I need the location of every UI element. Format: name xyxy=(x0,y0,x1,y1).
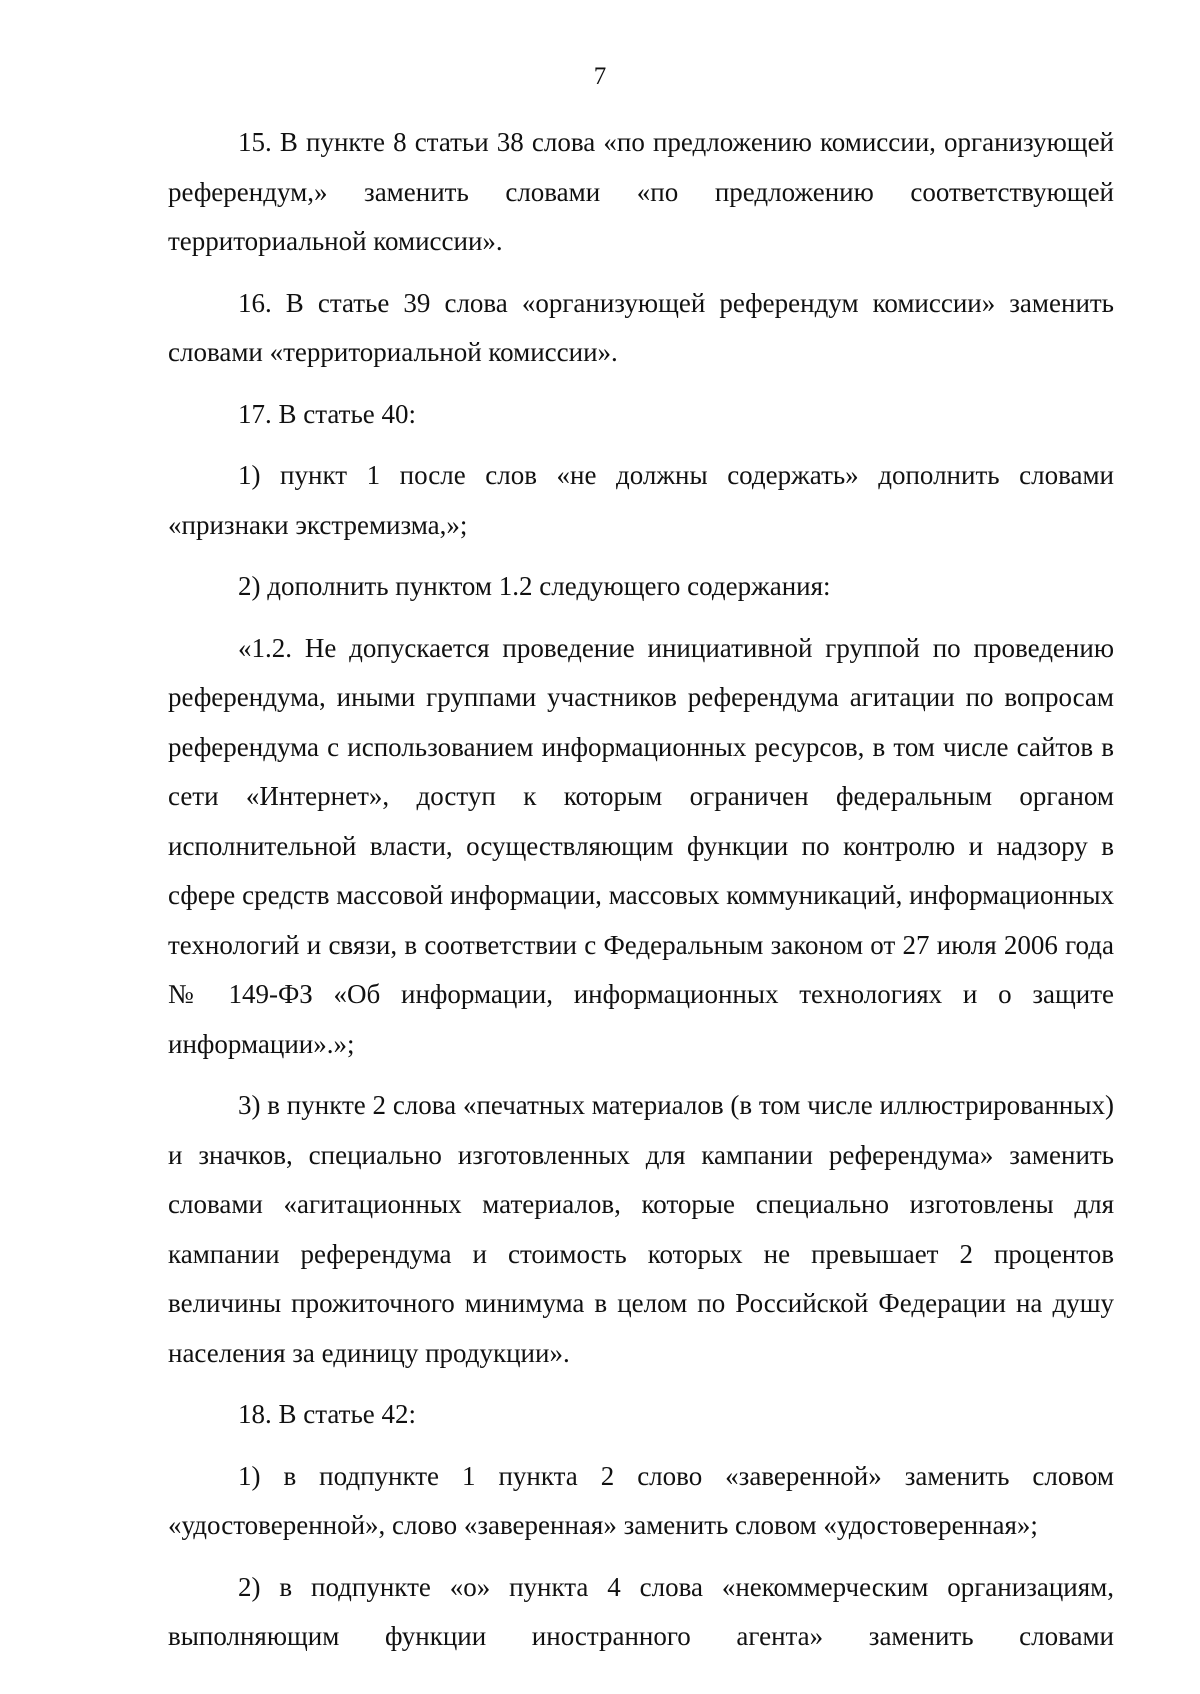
paragraph-17-subitem-2: 2) дополнить пунктом 1.2 следующего содержания: xyxy=(238,571,831,601)
paragraph-item-15: 15. В пункте 8 статьи 38 слова «по предложению комиссии, организующей референдум,» заменить словами «по предложению соответствующей территориальной комиссии». xyxy=(168,127,1114,256)
page-number: 7 xyxy=(593,63,607,90)
paragraph-item-17-heading: 17. В статье 40: xyxy=(238,398,417,429)
paragraph-17-subitem-3: 3) в пункте 2 слова «печатных материалов (в том числе иллюстрированных) и значков, специально изготовленных для кампании референдума» заменить словами «агитационных материалов, которые специально изготовлены для кампании референдума и стоимость которых не превышает 2 процентов величины прожиточного минимума в целом по Российской Федерации на душу населения за единицу продукции». xyxy=(168,1090,1114,1368)
document-body xyxy=(168,118,1114,1674)
paragraph-quoted-clause-1-2: «1.2. Не допускается проведение инициативной группой по проведению референдума, иными группами участников референдума агитации по вопросам референдума с использованием информационных ресурсов, в том числе сайтов в сети «Интернет», доступ к которым ограничен федеральным органом исполнительной власти, осуществляющим функции по контролю и надзору в сфере средств массовой информации, массовых коммуникаций, информационных технологий и связи, в соответствии с Федеральным законом от 27 июля 2006 года № 149-ФЗ «Об информации, информационных технологиях и о защите информации».»; xyxy=(168,632,1114,1059)
paragraph-item-18-heading: 18. В статье 42: xyxy=(238,1399,417,1429)
paragraph-item-16: 16. В статье 39 слова «организующей референдум комиссии» заменить словами «территориальной комиссии». xyxy=(168,287,1114,367)
paragraph-18-subitem-1: 1) в подпункте 1 пункта 2 слово «заверенной» заменить словом «удостоверенной», слово «заверенная» заменить словом «удостоверенная»; xyxy=(168,1460,1114,1540)
paragraph-18-subitem-2: 2) в подпункте «о» пункта 4 слова «некоммерческим организациям, выполняющим функции иностранного агента» заменить словами xyxy=(168,1571,1114,1651)
paragraph-17-subitem-1: 1) пункт 1 после слов «не должны содержать» дополнить словами «признаки экстремизма,»; xyxy=(168,460,1114,540)
